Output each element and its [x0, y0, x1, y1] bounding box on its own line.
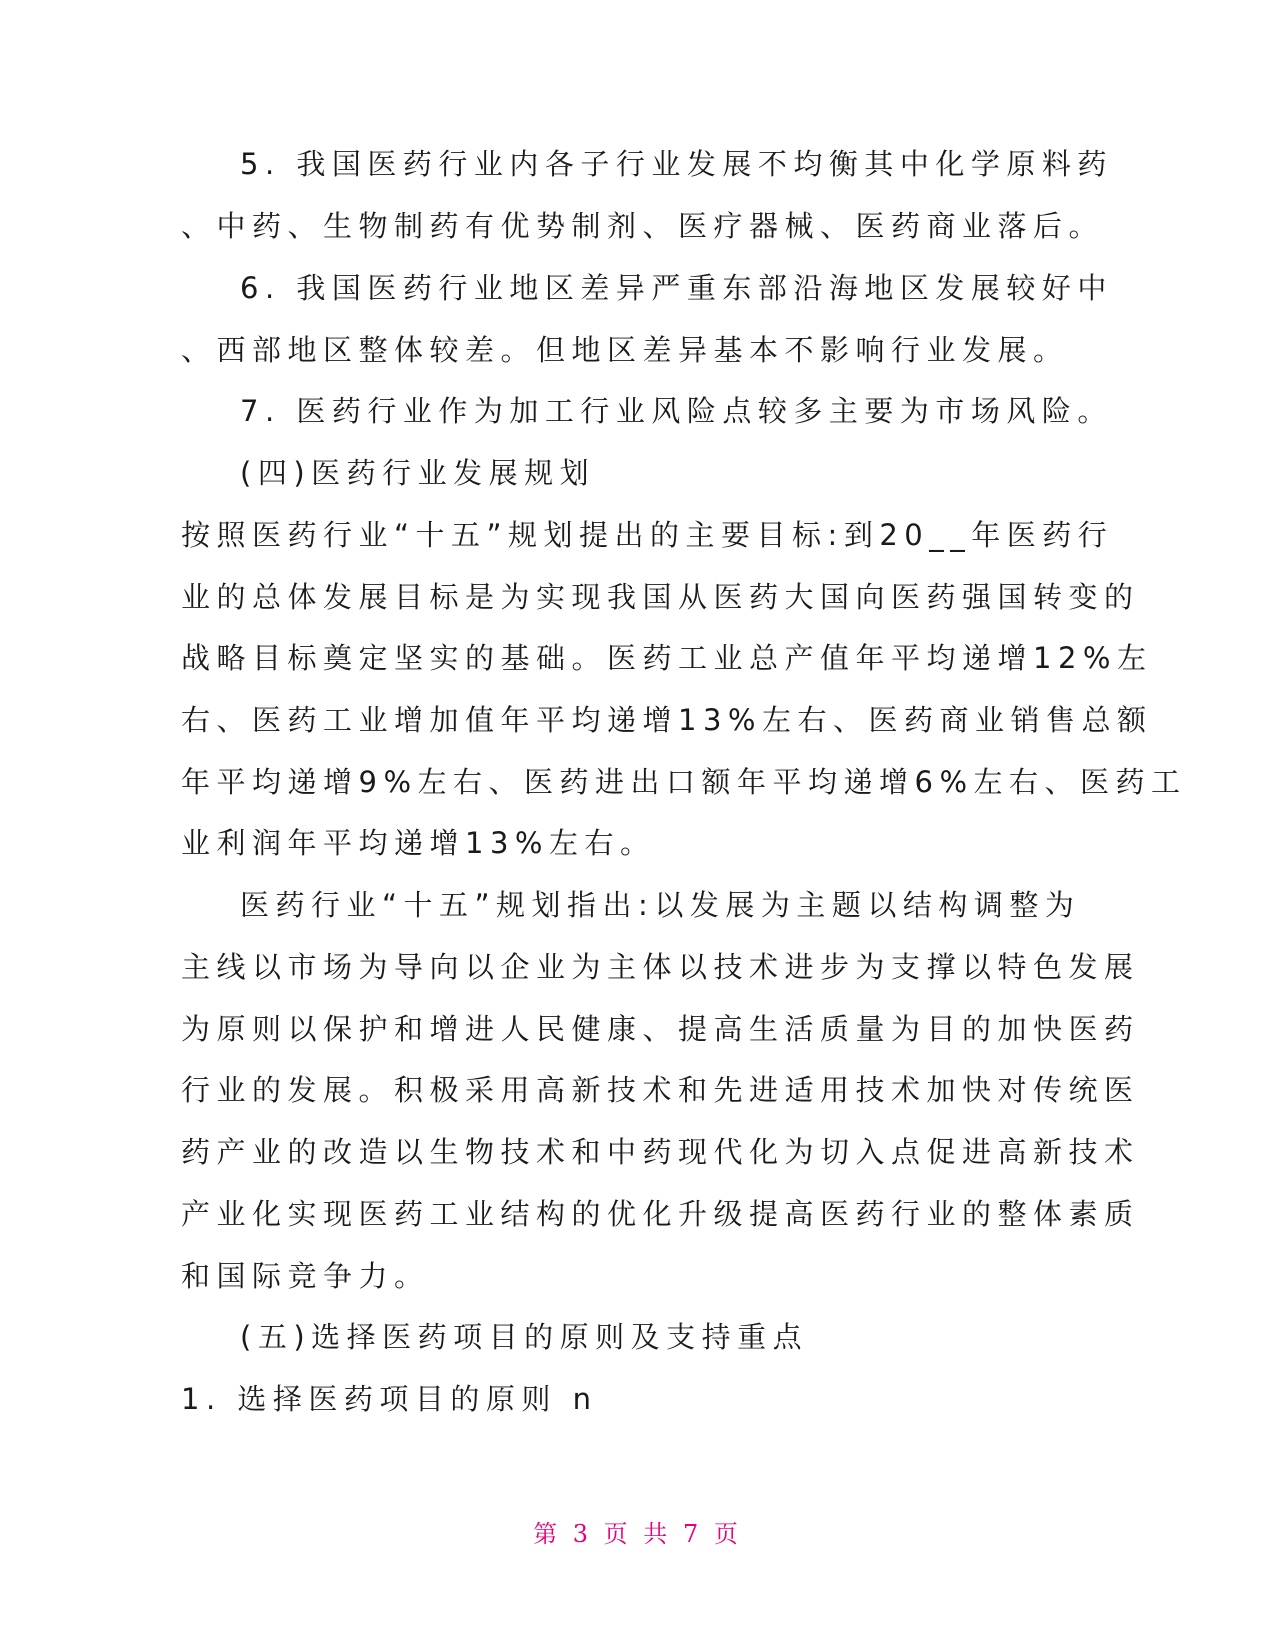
paragraph-line: 右、医药工业增加值年平均递增13%左右、医药商业销售总额 — [181, 703, 1153, 737]
paragraph-line: 7. 医药行业作为加工行业风险点较多主要为市场风险。 — [240, 394, 1113, 428]
paragraph-line: 6. 我国医药行业地区差异严重东部沿海地区发展较好中 — [240, 271, 1113, 305]
paragraph-line: 5. 我国医药行业内各子行业发展不均衡其中化学原料药 — [240, 147, 1113, 181]
paragraph-line: 、西部地区整体较差。但地区差异基本不影响行业发展。 — [181, 333, 1069, 367]
paragraph-line: 和国际竞争力。 — [181, 1259, 430, 1293]
paragraph-line: 业利润年平均递增13%左右。 — [181, 826, 656, 860]
section-heading: (五)选择医药项目的原则及支持重点 — [240, 1320, 809, 1354]
paragraph-line: 为原则以保护和增进人民健康、提高生活质量为目的加快医药 — [181, 1012, 1140, 1046]
paragraph-line: 战略目标奠定坚实的基础。医药工业总产值年平均递增12%左 — [181, 641, 1153, 675]
paragraph-line: 行业的发展。积极采用高新技术和先进适用技术加快对传统医 — [181, 1073, 1140, 1107]
paragraph-line: 年平均递增9%左右、医药进出口额年平均递增6%左右、医药工 — [181, 765, 1187, 799]
paragraph-line: 药产业的改造以生物技术和中药现代化为切入点促进高新技术 — [181, 1135, 1140, 1169]
paragraph-line: 主线以市场为导向以企业为主体以技术进步为支撑以特色发展 — [181, 950, 1140, 984]
section-heading: (四)医药行业发展规划 — [240, 456, 596, 490]
paragraph-line: 医药行业“十五”规划指出:以发展为主题以结构调整为 — [240, 888, 1081, 922]
paragraph-line: 产业化实现医药工业结构的优化升级提高医药行业的整体素质 — [181, 1197, 1140, 1231]
paragraph-line: 、中药、生物制药有优势制剂、医疗器械、医药商业落后。 — [181, 209, 1105, 243]
page-number-footer: 第 3 页 共 7 页 — [533, 1520, 742, 1548]
paragraph-line: 按照医药行业“十五”规划提出的主要目标:到20__年医药行 — [181, 518, 1114, 552]
paragraph-line: 业的总体发展目标是为实现我国从医药大国向医药强国转变的 — [181, 580, 1140, 614]
paragraph-line: 1. 选择医药项目的原则 n — [181, 1382, 598, 1416]
